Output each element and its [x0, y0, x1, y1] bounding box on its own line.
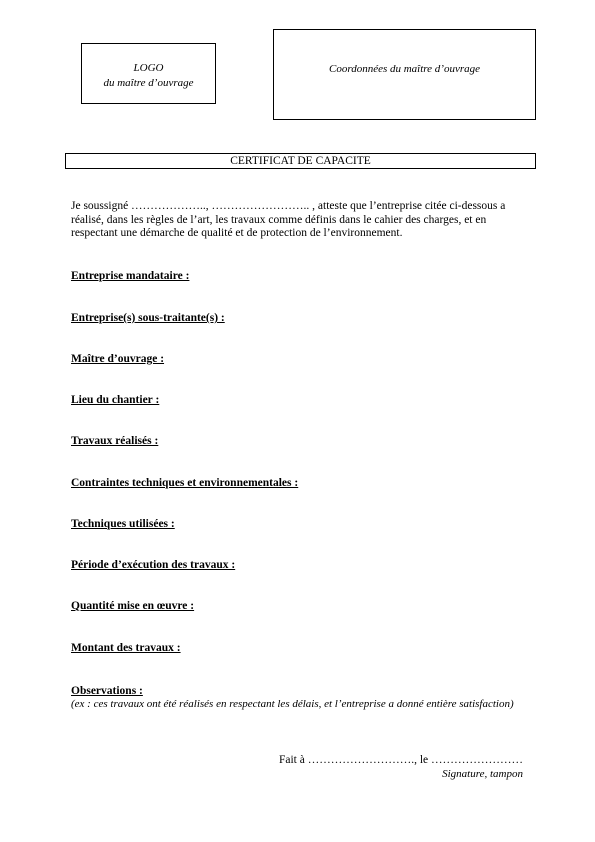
- section-montant: Montant des travaux :: [71, 642, 181, 654]
- owner-contact-label: Coordonnées du maître d’ouvrage: [328, 63, 481, 75]
- section-maitre-ouvrage: Maître d’ouvrage :: [71, 353, 165, 365]
- intro-paragraph: Je soussigné ……………….., …………………….. , atteste que l’entreprise citée ci-dessous a réalisé, dans les règles de l’art, les travaux comme définis dans le cahier des charges, et en respectant une démarche de qualité et de protection de l’environnement.: [71, 200, 506, 239]
- logo-placeholder: [81, 43, 216, 104]
- document-title: CERTIFICAT DE CAPACITE: [65, 153, 536, 169]
- section-travaux-realises: Travaux réalisés :: [71, 435, 159, 447]
- section-techniques: Techniques utilisées :: [71, 518, 175, 530]
- section-quantite: Quantité mise en œuvre :: [71, 600, 195, 612]
- section-lieu-chantier: Lieu du chantier :: [71, 394, 160, 406]
- section-periode-execution: Période d’exécution des travaux :: [71, 559, 236, 571]
- section-entreprises-sous-traitantes: Entreprise(s) sous-traitante(s) :: [71, 312, 225, 324]
- observations-example: (ex : ces travaux ont été réalisés en respectant les délais, et l’entreprise a donné entière satisfaction): [71, 698, 514, 710]
- section-observations: Observations :: [71, 685, 143, 697]
- section-entreprise-mandataire: Entreprise mandataire :: [71, 270, 190, 282]
- place-date-line: Fait à ………………………., le ……………………: [278, 754, 523, 766]
- logo-label: LOGO: [133, 62, 164, 74]
- signature-label: Signature, tampon: [442, 768, 523, 780]
- logo-sublabel: du maître d’ouvrage: [103, 77, 194, 89]
- owner-contact-box: [273, 29, 536, 120]
- section-contraintes: Contraintes techniques et environnementales :: [71, 477, 299, 489]
